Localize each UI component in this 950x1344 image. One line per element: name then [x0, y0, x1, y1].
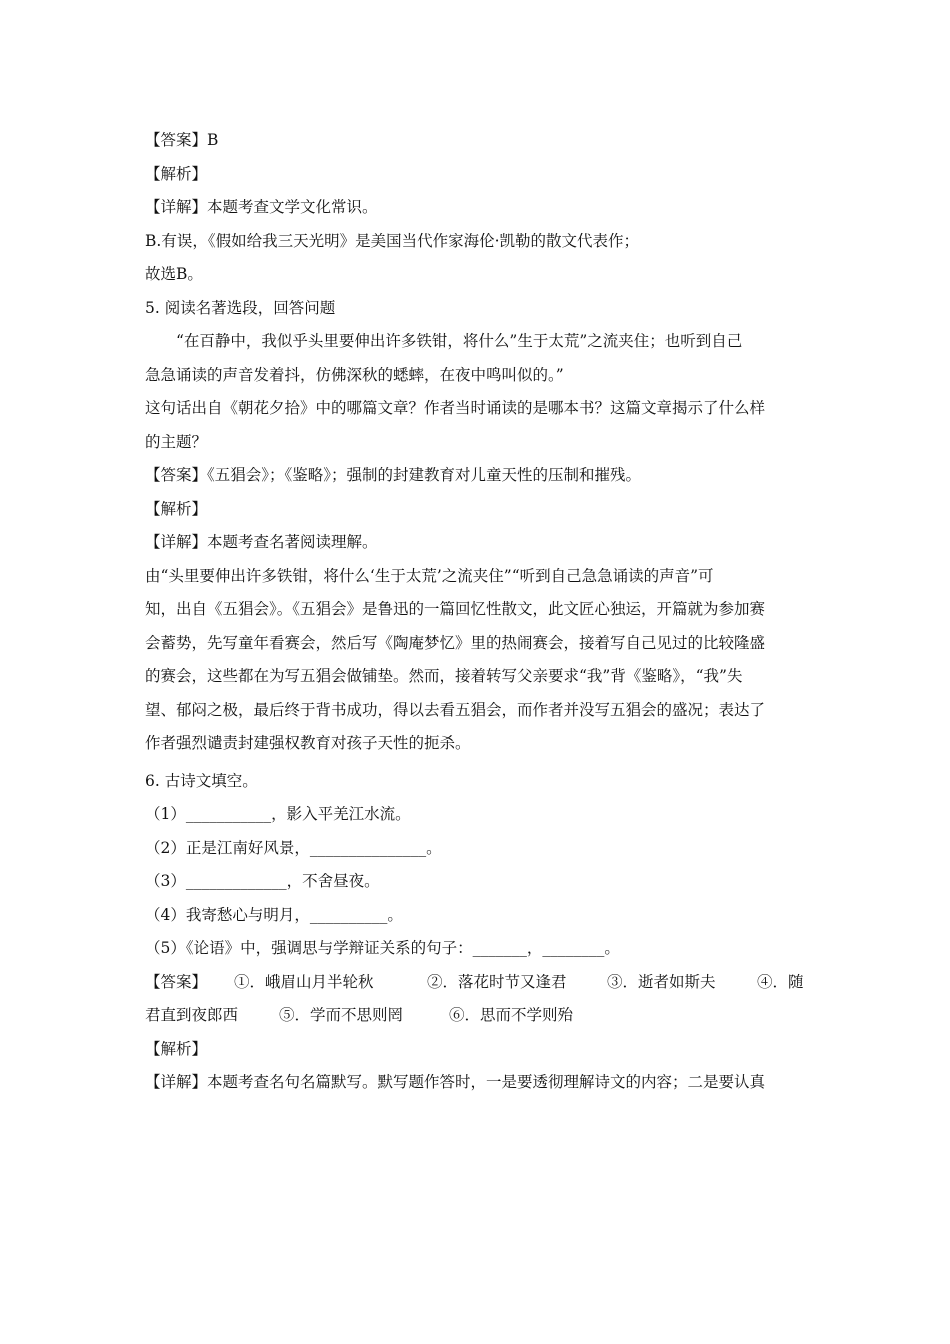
answer-q6-item-6: ⑥．思而不学则殆: [449, 1006, 574, 1024]
answer-q6-item-5: ⑤．学而不思则罔: [279, 1006, 404, 1024]
detail-text-q4: B.有误，《假如给我三天光明》是美国当代作家海伦·凯勒的散文代表作；: [145, 231, 639, 250]
question-5-prompt-1: 这句话出自《朝花夕拾》中的哪篇文章？作者当时诵读的是哪本书？这篇文章揭示了什么样: [145, 399, 766, 417]
question-5-title: 5. 阅读名著选段，回答问题: [145, 298, 336, 317]
detail-intro-q5: 【详解】本题考查名著阅读理解。: [145, 533, 378, 551]
question-5-prompt-2: 的主题？: [145, 432, 208, 451]
detail-intro-q4: 【详解】本题考查文学文化常识。: [145, 198, 378, 216]
answer-q6-item-2: ②．落花时节又逢君: [427, 972, 567, 991]
answer-q6-item-3: ③．逝者如斯夫: [607, 972, 716, 991]
analysis-label-q4: 【解析】: [145, 164, 208, 183]
fill-item-4: （4）我寄愁心与明月，__________。: [145, 905, 403, 924]
detail-paragraph-line-6: 作者强烈谴责封建强权教育对孩子天性的扼杀。: [145, 734, 471, 752]
answer-q6-line-2: [145, 999, 810, 1033]
analysis-label-q5: 【解析】: [145, 499, 208, 518]
detail-paragraph-line-2: 知，出自《五猖会》。《五猖会》是鲁迅的一篇回忆性散文，此文匠心独运，开篇就为参加赛: [145, 600, 766, 618]
document-body: [145, 124, 810, 1100]
question-6-title: 6. 古诗文填空。: [145, 771, 258, 790]
answer-label-q4: 【答案】B: [145, 131, 219, 149]
detail-paragraph-line-1: 由“头里要伸出许多铁钳，将什么‘生于太荒’之流夹住”“听到自己急急诵读的声音”可: [145, 566, 714, 585]
answer-q6-item-4-start: ④．随: [757, 972, 804, 991]
detail-paragraph-line-4: 的赛会，这些都在为写五猖会做铺垫。然而，接着转写父亲要求“我”背《鉴略》，“我”失: [145, 667, 743, 685]
detail-paragraph-line-5: 望、郁闷之极，最后终于背书成功，得以去看五猖会，而作者并没写五猖会的盛况；表达了: [145, 700, 766, 719]
fill-item-2: （2）正是江南好风景，_______________。: [145, 838, 442, 857]
quote-line-2: 急急诵读的声音发着抖，仿佛深秋的蟋蟀，在夜中鸣叫似的。”: [145, 365, 564, 384]
fill-item-5: （5）《论语》中，强调思与学辩证关系的句子：_______，________。: [145, 939, 620, 957]
quote-line-1: “在百静中，我似乎头里要伸出许多铁钳，将什么”生于太荒”之流夹住；也听到自己: [176, 332, 743, 350]
detail-intro-q6: 【详解】本题考查名句名篇默写。默写题作答时，一是要透彻理解诗文的内容；二是要认真: [145, 1073, 766, 1091]
fill-item-3: （3）_____________，不舍昼夜。: [145, 872, 380, 890]
detail-paragraph-line-3: 会蓄势，先写童年看赛会，然后写《陶庵梦忆》里的热闹赛会，接着写自己见过的比较隆盛: [145, 633, 766, 652]
answer-q5: 【答案】《五猖会》；《鉴略》；强制的封建教育对儿童天性的压制和摧残。: [145, 466, 642, 484]
fill-item-1: （1）___________，影入平羌江水流。: [145, 805, 411, 823]
answer-q6-item-1: ①．峨眉山月半轮秋: [234, 972, 374, 991]
answer-q6-item-4-end: 君直到夜郎西: [145, 1006, 239, 1024]
answer-q6-line-1: [145, 966, 810, 1000]
analysis-label-q6: 【解析】: [145, 1039, 208, 1058]
conclusion-q4: 故选B。: [145, 265, 203, 283]
answer-label-q6: 【答案】: [145, 972, 208, 991]
